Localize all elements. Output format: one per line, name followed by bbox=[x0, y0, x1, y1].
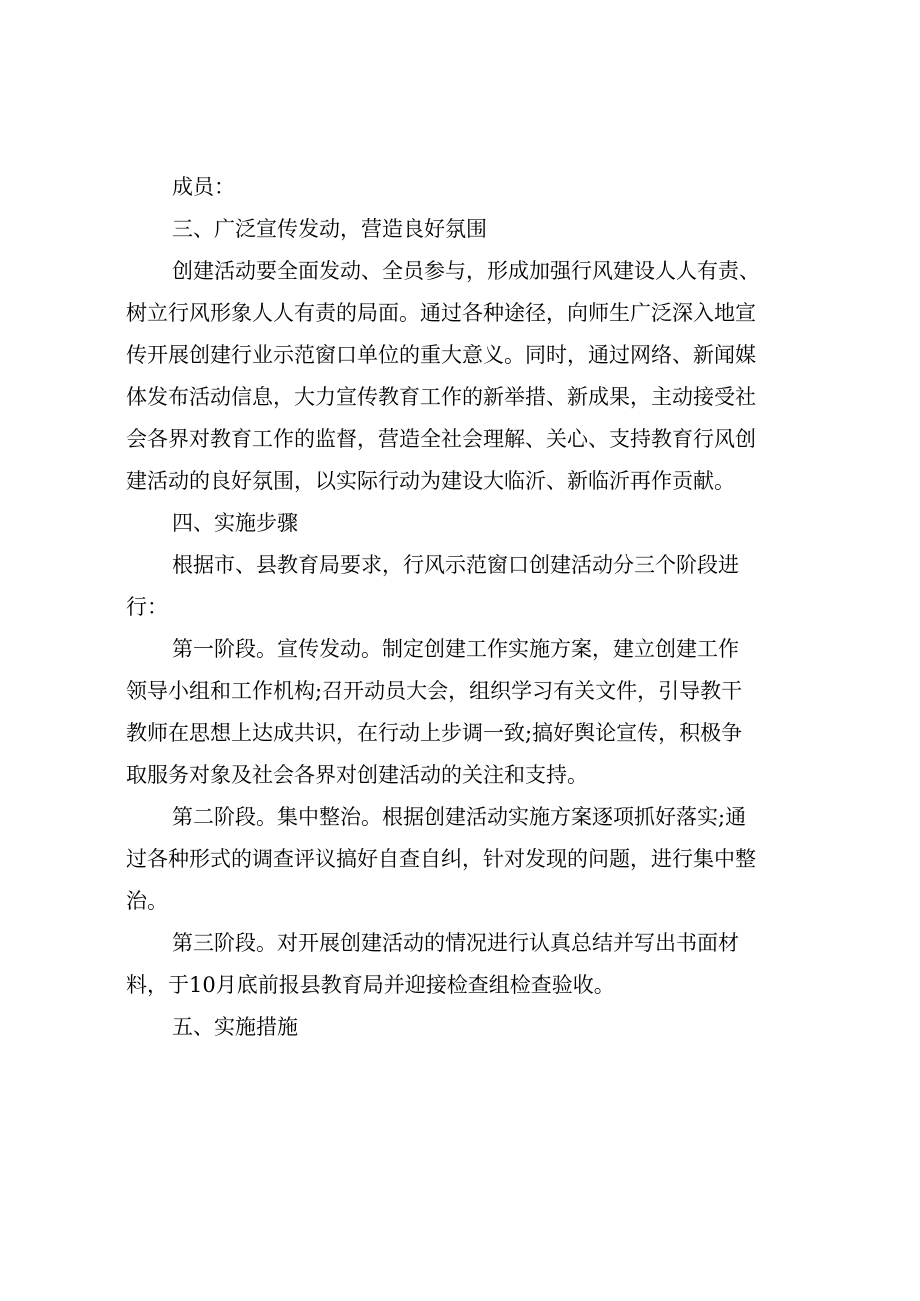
paragraph-line: 行： bbox=[126, 595, 168, 619]
section-heading-4: 四、实施步骤 bbox=[172, 511, 298, 535]
paragraph-line: 创建活动要全面发动、全员参与，形成加强行风建设人人有责、 bbox=[172, 259, 760, 283]
paragraph-line: 教师在思想上达成共识，在行动上步调一致;搞好舆论宣传，积极争 bbox=[126, 721, 743, 745]
paragraph-line: 建活动的良好氛围，以实际行动为建设大临沂、新临沂再作贡献。 bbox=[126, 469, 735, 493]
section-heading-3: 三、广泛宣传发动，营造良好氛围 bbox=[172, 217, 487, 241]
paragraph-line: 过各种形式的调查评议搞好自查自纠，针对发现的问题，进行集中整 bbox=[126, 847, 756, 871]
paragraph-line: 料，于10月底前报县教育局并迎接检查组检查验收。 bbox=[126, 973, 615, 997]
paragraph-line: 取服务对象及社会各界对创建活动的关注和支持。 bbox=[126, 763, 588, 787]
paragraph-line: 树立行风形象人人有责的局面。通过各种途径，向师生广泛深入地宣 bbox=[126, 301, 756, 325]
stage-three-line: 第三阶段。对开展创建活动的情况进行认真总结并写出书面材 bbox=[172, 931, 739, 955]
paragraph-line: 根据市、县教育局要求，行风示范窗口创建活动分三个阶段进 bbox=[172, 553, 739, 577]
section-heading-5: 五、实施措施 bbox=[172, 1015, 298, 1039]
members-label: 成员： bbox=[172, 175, 235, 199]
paragraph-line: 治。 bbox=[126, 889, 168, 913]
paragraph-line: 领导小组和工作机构;召开动员大会，组织学习有关文件，引导教干 bbox=[126, 679, 743, 703]
stage-two-line: 第二阶段。集中整治。根据创建活动实施方案逐项抓好落实;通 bbox=[172, 805, 747, 829]
paragraph-line: 会各界对教育工作的监督，营造全社会理解、关心、支持教育行风创 bbox=[126, 427, 756, 451]
paragraph-line: 传开展创建行业示范窗口单位的重大意义。同时，通过网络、新闻媒 bbox=[126, 343, 756, 367]
paragraph-line: 体发布活动信息，大力宣传教育工作的新举措、新成果，主动接受社 bbox=[126, 385, 756, 409]
stage-one-line: 第一阶段。宣传发动。制定创建工作实施方案，建立创建工作 bbox=[172, 637, 739, 661]
document-body bbox=[126, 166, 826, 1048]
